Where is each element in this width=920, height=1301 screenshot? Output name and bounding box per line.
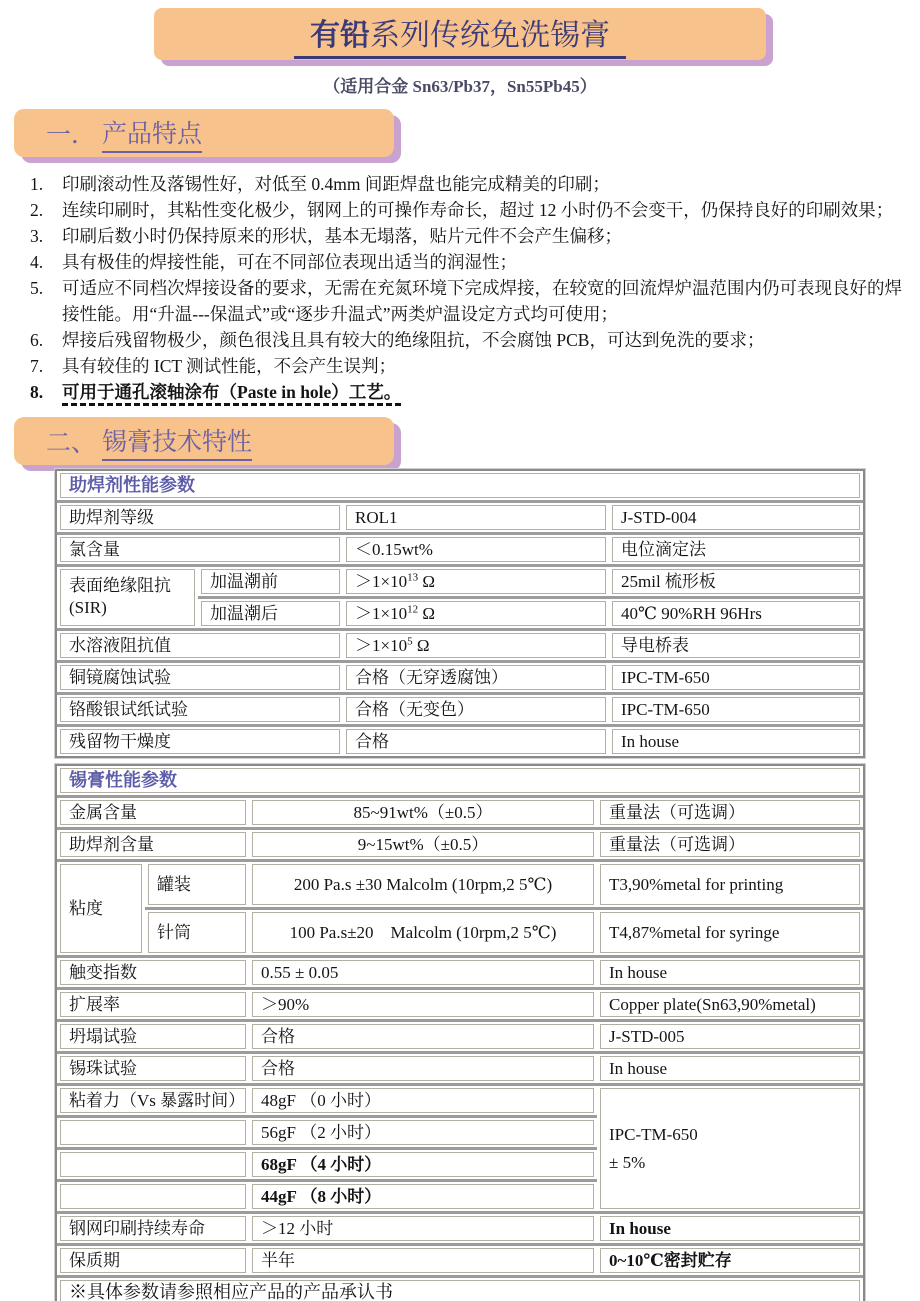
feature-text: 可用于通孔滚轴涂布（Paste in hole）工艺。 [62, 382, 401, 406]
section2-number: 二、 [46, 430, 97, 457]
feature-number: 1. [30, 174, 44, 194]
param-label: 残留物干燥度 [60, 729, 340, 754]
page-title-emphasis: 有铅 [310, 18, 370, 52]
param-label: 保质期 [60, 1248, 246, 1273]
sir-label-line2: (SIR) [69, 598, 107, 617]
section2-title: 锡膏技术特性 [102, 422, 252, 461]
param-value: ＞12 小时 [252, 1216, 594, 1241]
param-method: 电位滴定法 [612, 537, 860, 562]
param-method: IPC-TM-650 [612, 697, 860, 722]
feature-text: 可适应不同档次焊接设备的要求，无需在充氮环境下完成焊接，在较宽的回流焊炉温范围内仍可表现良好的焊接性能。用“升温---保温式”或“逐步升温式”两类炉温设定方式均可使用； [62, 278, 902, 324]
param-method: 导电桥表 [612, 633, 860, 658]
param-method: 0~10℃密封贮存 [600, 1248, 860, 1273]
table-row [57, 727, 863, 756]
param-value: 合格（无穿透腐蚀） [346, 665, 606, 690]
feature-item [0, 249, 920, 275]
param-label: 锡珠试验 [60, 1056, 246, 1081]
param-value: 85~91wt%（±0.5） [252, 800, 594, 825]
value-unit: Ω [412, 636, 430, 655]
table-row [57, 1054, 863, 1083]
title-banner [154, 8, 766, 60]
value-exponent: 12 [407, 603, 419, 616]
section1-title: 产品特点 [102, 114, 202, 153]
param-method: T4,87%metal for syringe [600, 912, 860, 953]
table-row [57, 503, 863, 532]
tack-row-group [57, 1086, 863, 1211]
param-method: Copper plate(Sn63,90%metal) [600, 992, 860, 1017]
method-line: ± 5% [609, 1152, 646, 1172]
param-label: 水溶液阻抗值 [60, 633, 340, 658]
param-label: 助焊剂含量 [60, 832, 246, 857]
param-value: 48gF （0 小时） [252, 1088, 594, 1113]
table-row [198, 567, 863, 596]
feature-number: 2. [30, 200, 44, 220]
sir-label-line1: 表面绝缘阻抗 [69, 576, 171, 595]
viscosity-row-group [57, 862, 863, 955]
value-unit: Ω [418, 604, 435, 623]
param-value: 100 Pa.s±20 Malcolm (10rpm,2 5℃) [252, 912, 594, 953]
param-value: ＜0.15wt% [346, 537, 606, 562]
param-label: 粘着力（Vs 暴露时间） [60, 1088, 246, 1113]
param-package-type: 针筒 [148, 912, 246, 953]
param-label-viscosity: 粘度 [60, 864, 142, 953]
param-label: 坍塌试验 [60, 1024, 246, 1049]
section1-number: 一． [46, 122, 97, 149]
table-row [57, 1022, 863, 1051]
table-row [57, 990, 863, 1019]
sir-row-group [57, 567, 863, 628]
param-method: 25mil 梳形板 [612, 569, 860, 594]
param-method: T3,90%metal for printing [600, 864, 860, 905]
param-value: 合格 [252, 1024, 594, 1049]
flux-performance-table [55, 469, 865, 758]
param-value: 合格（无变色） [346, 697, 606, 722]
param-value: 0.55 ± 0.05 [252, 960, 594, 985]
table-row [57, 535, 863, 564]
feature-item [0, 171, 920, 197]
param-label: 扩展率 [60, 992, 246, 1017]
feature-number: 7. [30, 356, 44, 376]
table-row [57, 830, 863, 859]
param-method: In house [600, 1056, 860, 1081]
param-value: 合格 [346, 729, 606, 754]
value-base: ＞1×10 [355, 572, 408, 591]
param-value [346, 569, 606, 594]
table-row [57, 1118, 597, 1147]
param-value: 68gF （4 小时） [252, 1152, 594, 1177]
table-footnote-row [57, 1278, 863, 1301]
table-header-row [57, 766, 863, 795]
param-value [346, 601, 606, 626]
param-label: 金属含量 [60, 800, 246, 825]
table-row [145, 910, 863, 955]
table-row [57, 695, 863, 724]
feature-text: 印刷滚动性及落锡性好，对低至 0.4mm 间距焊盘也能完成精美的印刷； [62, 174, 610, 194]
paste-performance-table [55, 764, 865, 1301]
param-label: 触变指数 [60, 960, 246, 985]
table-row [57, 1246, 863, 1275]
param-label: 铬酸银试纸试验 [60, 697, 340, 722]
feature-item [0, 197, 920, 223]
value-base: ＞1×10 [355, 636, 408, 655]
feature-item [0, 327, 920, 353]
param-value: 56gF （2 小时） [252, 1120, 594, 1145]
param-value: 半年 [252, 1248, 594, 1273]
param-label-empty [60, 1184, 246, 1209]
feature-number: 3. [30, 226, 44, 246]
table-row [57, 1214, 863, 1243]
table-header: 助焊剂性能参数 [60, 473, 860, 498]
sir-subrows [198, 567, 863, 628]
param-method: J-STD-004 [612, 505, 860, 530]
value-exponent: 5 [407, 635, 413, 648]
section2-heading [14, 417, 394, 465]
param-method: J-STD-005 [600, 1024, 860, 1049]
param-method: 重量法（可选调） [600, 832, 860, 857]
param-label-empty [60, 1120, 246, 1145]
table-row [198, 599, 863, 628]
feature-text: 具有极佳的焊接性能，可在不同部位表现出适当的润湿性； [62, 252, 517, 272]
param-value: 200 Pa.s ±30 Malcolm (10rpm,2 5℃) [252, 864, 594, 905]
value-exponent: 13 [407, 571, 419, 584]
param-label: 钢网印刷持续寿命 [60, 1216, 246, 1241]
feature-item [0, 379, 920, 405]
feature-item [0, 275, 920, 327]
param-label: 助焊剂等级 [60, 505, 340, 530]
feature-number: 8. [30, 382, 44, 402]
param-method: In house [600, 1216, 860, 1241]
param-method: IPC-TM-650 [612, 665, 860, 690]
feature-list [0, 171, 920, 405]
spec-tables [55, 469, 865, 1301]
feature-number: 4. [30, 252, 44, 272]
table-row [57, 1182, 597, 1211]
param-value: 44gF （8 小时） [252, 1184, 594, 1209]
page-title-rest: 系列传统免洗锡膏 [370, 18, 610, 52]
table-row [57, 1086, 597, 1115]
param-condition: 加温潮后 [201, 601, 340, 626]
feature-item [0, 353, 920, 379]
feature-text: 连续印刷时，其粘性变化极少，钢网上的可操作寿命长，超过 12 小时仍不会变干，仍保持良好的印刷效果； [62, 200, 894, 220]
section1-heading [14, 109, 394, 157]
table-row [57, 631, 863, 660]
subtitle-alloys: （适用合金 Sn63/Pb37，Sn55Pb45） [323, 77, 597, 96]
param-method-span [600, 1088, 860, 1209]
table-row [57, 798, 863, 827]
tack-subrows [57, 1086, 597, 1211]
param-label: 氯含量 [60, 537, 340, 562]
param-value: ROL1 [346, 505, 606, 530]
method-line: IPC-TM-650 [609, 1124, 698, 1144]
feature-number: 5. [30, 278, 44, 298]
param-condition: 加温潮前 [201, 569, 340, 594]
value-unit: Ω [418, 572, 435, 591]
page-title [294, 10, 626, 59]
feature-number: 6. [30, 330, 44, 350]
table-footnote: ※具体参数请参照相应产品的产品承认书 [60, 1280, 860, 1301]
param-value: 合格 [252, 1056, 594, 1081]
param-method: In house [600, 960, 860, 985]
feature-item [0, 223, 920, 249]
table-header-row [57, 471, 863, 500]
viscosity-subrows [145, 862, 863, 955]
param-package-type: 罐装 [148, 864, 246, 905]
param-method: 40℃ 90%RH 96Hrs [612, 601, 860, 626]
table-row [145, 862, 863, 907]
param-label: 铜镜腐蚀试验 [60, 665, 340, 690]
param-value: ＞90% [252, 992, 594, 1017]
feature-text: 焊接后残留物极少，颜色很浅且具有较大的绝缘阻抗，不会腐蚀 PCB，可达到免洗的要求； [62, 330, 765, 350]
param-method: 重量法（可选调） [600, 800, 860, 825]
param-label-empty [60, 1152, 246, 1177]
table-row [57, 958, 863, 987]
param-value [346, 633, 606, 658]
feature-text: 具有较佳的 ICT 测试性能，不会产生误判； [62, 356, 397, 376]
param-method: In house [612, 729, 860, 754]
param-label-sir [60, 569, 195, 626]
table-row [57, 663, 863, 692]
table-header: 锡膏性能参数 [60, 768, 860, 793]
feature-text: 印刷后数小时仍保持原来的形状，基本无塌落，贴片元件不会产生偏移； [62, 226, 622, 246]
param-value: 9~15wt%（±0.5） [252, 832, 594, 857]
value-base: ＞1×10 [355, 604, 408, 623]
table-row [57, 1150, 597, 1179]
